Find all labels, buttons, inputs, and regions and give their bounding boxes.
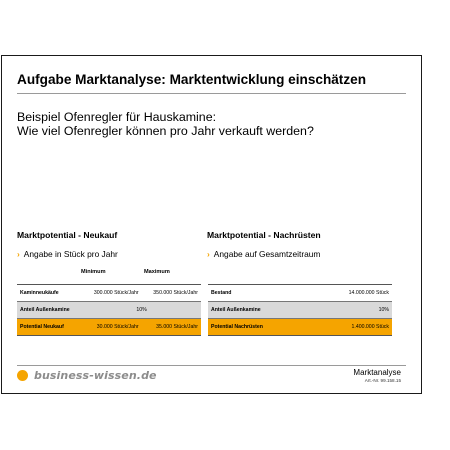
table-nachruesten — [208, 284, 392, 336]
row-label: Anteil Außenkamine — [17, 302, 82, 319]
subtitle-text: Angabe in Stück pro Jahr — [23, 249, 118, 259]
column-header-minimum: Minimum — [81, 269, 106, 275]
table-row — [17, 285, 201, 302]
slide-title: Aufgabe Marktanalyse: Marktentwicklung einschätzen — [17, 72, 366, 87]
row-label: Kaminneukäufe — [17, 285, 82, 302]
table-neukauf — [17, 284, 201, 336]
table-row — [208, 319, 392, 336]
section-subtitle-neukauf — [17, 249, 200, 259]
intro-text — [17, 110, 314, 138]
row-label: Anteil Außenkamine — [208, 302, 310, 319]
row-min-value: 30.000 Stück/Jahr — [82, 319, 141, 336]
intro-line-2: Wie viel Ofenregler können pro Jahr verkauft werden? — [17, 124, 314, 138]
footer-title: Marktanalyse — [353, 368, 401, 377]
logo-dot-icon — [17, 370, 28, 381]
table-row — [17, 302, 201, 319]
row-value: 10% — [310, 302, 392, 319]
section-neukauf — [17, 230, 200, 259]
logo-text: business-wissen.de — [34, 369, 157, 382]
section-nachruesten — [207, 230, 390, 259]
title-divider — [17, 93, 406, 94]
footer-divider — [17, 365, 406, 366]
section-heading-nachruesten: Marktpotential - Nachrüsten — [207, 230, 321, 240]
row-max-value: 350.000 Stück/Jahr — [142, 285, 201, 302]
row-label: Bestand — [208, 285, 310, 302]
article-number: Art.-Nr. 99.158.15 — [364, 378, 401, 383]
row-min-value: 300.000 Stück/Jahr — [82, 285, 141, 302]
slide — [1, 55, 422, 394]
row-max-value: 35.000 Stück/Jahr — [142, 319, 201, 336]
table-row — [17, 319, 201, 336]
chevron-right-icon: › — [207, 249, 210, 259]
row-value: 1.400.000 Stück — [310, 319, 392, 336]
column-header-maximum: Maximum — [144, 269, 170, 275]
brand-logo[interactable] — [17, 369, 157, 382]
subtitle-text: Angabe auf Gesamtzeitraum — [213, 249, 321, 259]
chevron-right-icon: › — [17, 249, 20, 259]
table-row — [208, 285, 392, 302]
row-label: Potential Nachrüsten — [208, 319, 310, 336]
section-heading-neukauf: Marktpotential - Neukauf — [17, 230, 118, 240]
intro-line-1: Beispiel Ofenregler für Hauskamine: — [17, 110, 217, 124]
row-value: 14.000.000 Stück — [310, 285, 392, 302]
table-row — [208, 302, 392, 319]
row-label: Potential Neukauf — [17, 319, 82, 336]
section-subtitle-nachruesten — [207, 249, 390, 259]
row-value: 10% — [82, 302, 201, 319]
